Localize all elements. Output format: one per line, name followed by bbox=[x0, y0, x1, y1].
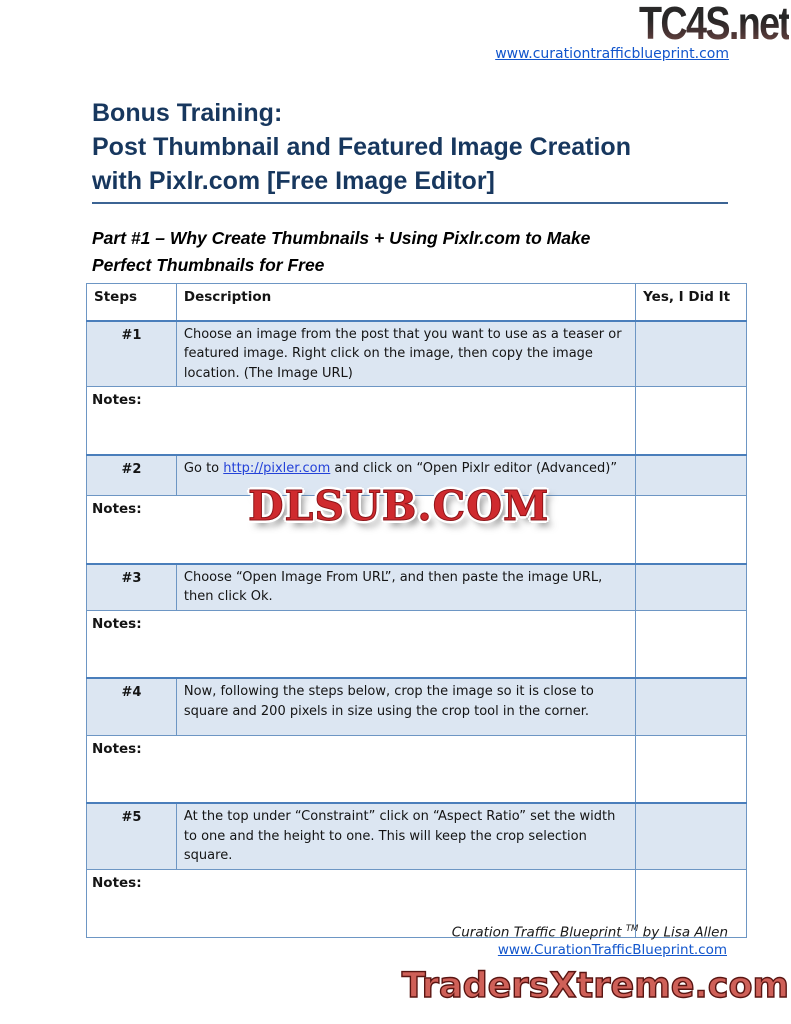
tradersxtreme-logo: TradersXtreme.com bbox=[401, 966, 789, 1006]
title-line-3: with Pixlr.com [Free Image Editor] bbox=[92, 167, 495, 195]
curation-traffic-top-link[interactable]: www.curationtrafficblueprint.com bbox=[495, 46, 729, 62]
step-1-done-cell[interactable] bbox=[636, 321, 747, 387]
title-line-1: Bonus Training: bbox=[92, 99, 283, 127]
table-row-notes-4 bbox=[87, 735, 747, 803]
step-4-number: #4 bbox=[87, 678, 177, 735]
table-row-step-4 bbox=[87, 678, 747, 735]
steps-table bbox=[86, 283, 747, 938]
step-2-done-cell[interactable] bbox=[636, 455, 747, 496]
notes-1-label[interactable]: Notes: bbox=[87, 387, 636, 455]
table-row-notes-1 bbox=[87, 387, 747, 455]
header-description: Description bbox=[176, 284, 635, 321]
table-row-step-3 bbox=[87, 564, 747, 611]
notes-2-done-cell[interactable] bbox=[636, 496, 747, 564]
header-steps: Steps bbox=[87, 284, 177, 321]
curation-traffic-footer-link[interactable]: www.CurationTrafficBlueprint.com bbox=[497, 942, 727, 958]
header-done: Yes, I Did It bbox=[636, 284, 747, 321]
page-title bbox=[92, 96, 631, 198]
step-2-desc-prefix: Go to bbox=[183, 460, 224, 476]
step-5-done-cell[interactable] bbox=[636, 803, 747, 869]
step-2-desc-suffix: and click on “Open Pixlr editor (Advanced)” bbox=[330, 460, 618, 476]
title-line-2: Post Thumbnail and Featured Image Creation bbox=[92, 133, 631, 161]
notes-4-label[interactable]: Notes: bbox=[87, 735, 636, 803]
dlsub-watermark: DLSUB.COM bbox=[248, 482, 550, 530]
notes-1-done-cell[interactable] bbox=[636, 387, 747, 455]
step-3-number: #3 bbox=[87, 564, 177, 611]
section-heading-line-2: Perfect Thumbnails for Free bbox=[92, 254, 325, 275]
footer-credit bbox=[452, 924, 728, 941]
step-4-done-cell[interactable] bbox=[636, 678, 747, 735]
pixler-link[interactable]: http://pixler.com bbox=[223, 460, 331, 476]
footer-credit-suffix: by Lisa Allen bbox=[638, 924, 728, 941]
table-header-row bbox=[87, 284, 747, 321]
step-2-number: #2 bbox=[87, 455, 177, 496]
title-divider bbox=[92, 202, 728, 204]
step-3-done-cell[interactable] bbox=[636, 564, 747, 611]
table-row-notes-3 bbox=[87, 610, 747, 678]
notes-3-done-cell[interactable] bbox=[636, 610, 747, 678]
notes-3-label[interactable]: Notes: bbox=[87, 610, 636, 678]
notes-5-label[interactable]: Notes: bbox=[87, 869, 636, 937]
step-3-description: Choose “Open Image From URL”, and then paste the image URL, then click Ok. bbox=[176, 564, 635, 611]
step-4-description: Now, following the steps below, crop the image so it is close to square and 200 pixels in size using the crop tool in the corner. bbox=[176, 678, 635, 735]
step-5-description: At the top under “Constraint” click on “Aspect Ratio” set the width to one and the height to one. This will keep the crop selection square. bbox=[176, 803, 635, 869]
tc4s-logo: TC4S.net bbox=[639, 0, 789, 50]
table-row-step-5 bbox=[87, 803, 747, 869]
footer-credit-prefix: Curation Traffic Blueprint bbox=[451, 924, 626, 941]
step-1-description: Choose an image from the post that you want to use as a teaser or featured image. Right click on the image, then copy the image location. (The Image URL) bbox=[176, 321, 635, 387]
section-heading bbox=[92, 225, 590, 278]
step-5-number: #5 bbox=[87, 803, 177, 869]
trademark-symbol: TM bbox=[625, 924, 639, 934]
step-1-number: #1 bbox=[87, 321, 177, 387]
table-row-step-1 bbox=[87, 321, 747, 387]
notes-2-label[interactable]: Notes: bbox=[87, 496, 636, 564]
section-heading-line-1: Part #1 – Why Create Thumbnails + Using Pixlr.com to Make bbox=[92, 228, 591, 248]
notes-4-done-cell[interactable] bbox=[636, 735, 747, 803]
